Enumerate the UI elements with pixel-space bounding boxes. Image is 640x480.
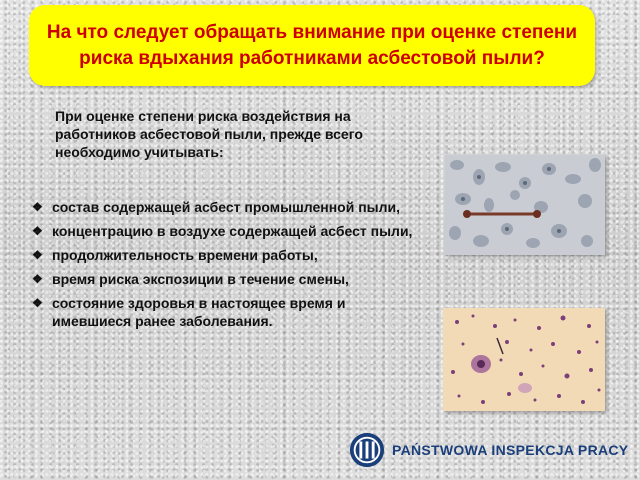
list-item — [32, 198, 427, 216]
list-item-text: время риска экспозиции в течение смены, — [52, 271, 349, 287]
bullet-list — [32, 198, 427, 336]
diamond-bullet-icon: ❖ — [32, 248, 43, 262]
logo-pip — [348, 430, 628, 470]
list-item-text: состав содержащей асбест промышленной пыли, — [52, 199, 401, 215]
logo-text: PAŃSTWOWA INSPEKCJA PRACY — [392, 442, 629, 458]
intro-text: При оценке степени риска воздействия на работников асбестовой пыли, прежде всего необходимо учитывать: — [55, 108, 363, 160]
micrograph-asbestos-fiber — [445, 155, 605, 255]
list-item-text: концентрацию в воздухе содержащей асбест пыли, — [52, 223, 413, 239]
diamond-bullet-icon: ❖ — [32, 224, 43, 238]
list-item — [32, 246, 427, 264]
diamond-bullet-icon: ❖ — [32, 272, 43, 286]
list-item-text: состояние здоровья в настоящее время и имевшиеся ранее заболевания. — [52, 295, 346, 329]
list-item — [32, 222, 427, 240]
diamond-bullet-icon: ❖ — [32, 296, 43, 310]
micrograph-sputum-cells — [443, 308, 605, 411]
list-item — [32, 294, 427, 330]
slide-title: На что следует обращать внимание при оценке степени риска вдыхания работниками асбестовой пыли? — [46, 21, 578, 69]
list-item-text: продолжительность времени работы, — [52, 247, 318, 263]
diamond-bullet-icon: ❖ — [32, 200, 43, 214]
list-item — [32, 270, 427, 288]
pip-emblem-icon — [348, 431, 386, 469]
title-box — [29, 5, 595, 86]
